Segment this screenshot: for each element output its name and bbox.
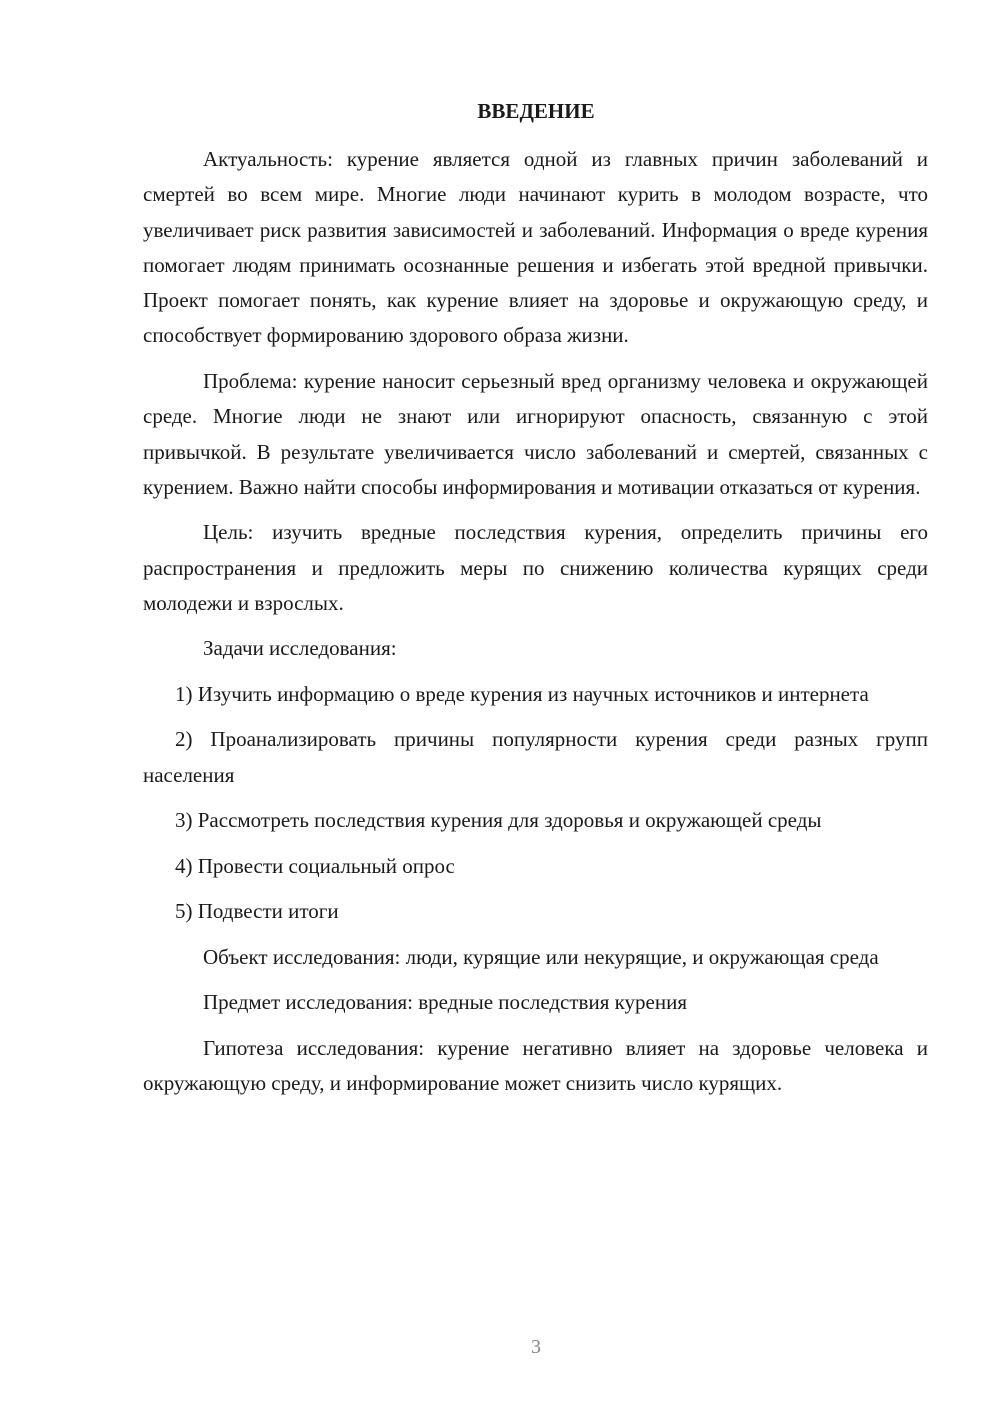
paragraph-relevance: Актуальность: курение является одной из главных причин заболеваний и смертей во всем мире. Многие люди начинают курить в молодом возрасте, что увеличивает риск развития зависимостей и заболеваний. Информация о вреде курения помогает людям принимать осознанные решения и избегать этой вредной привычки. Проект помогает понять, как курение влияет на здоровье и окружающую среду, и способствует формированию здорового образа жизни.: [143, 147, 928, 348]
task-item-3: 3) Рассмотреть последствия курения для здоровья и окружающей среды: [175, 808, 822, 833]
task-item-2: 2) Проанализировать причины популярности курения среди разных групп населения: [143, 727, 928, 787]
paragraph-object: Объект исследования: люди, курящие или некурящие, и окружающая среда: [203, 944, 879, 969]
task-item-5: 5) Подвести итоги: [175, 899, 339, 924]
task-item-4: 4) Провести социальный опрос: [175, 853, 455, 878]
task-item-1: 1) Изучить информацию о вреде курения из научных источников и интернета: [175, 681, 869, 706]
page-title: ВВЕДЕНИЕ: [477, 99, 595, 123]
tasks-heading: Задачи исследования:: [203, 636, 397, 661]
paragraph-subject: Предмет исследования: вредные последствия курения: [203, 990, 687, 1015]
page-number: 3: [531, 1336, 541, 1358]
document-body: [143, 142, 928, 1101]
paragraph-goal: Цель: изучить вредные последствия курения, определить причины его распространения и предложить меры по снижению количества курящих среди молодежи и взрослых.: [143, 520, 928, 615]
paragraph-problem: Проблема: курение наносит серьезный вред организму человека и окружающей среде. Многие люди не знают или игнорируют опасность, связанную с этой привычкой. В результате увеличивается число заболеваний и смертей, связанных с курением. Важно найти способы информирования и мотивации отказаться от курения.: [143, 368, 928, 499]
paragraph-hypothesis: Гипотеза исследования: курение негативно влияет на здоровье человека и окружающую среду, и информирование может снизить число курящих.: [143, 1035, 928, 1095]
